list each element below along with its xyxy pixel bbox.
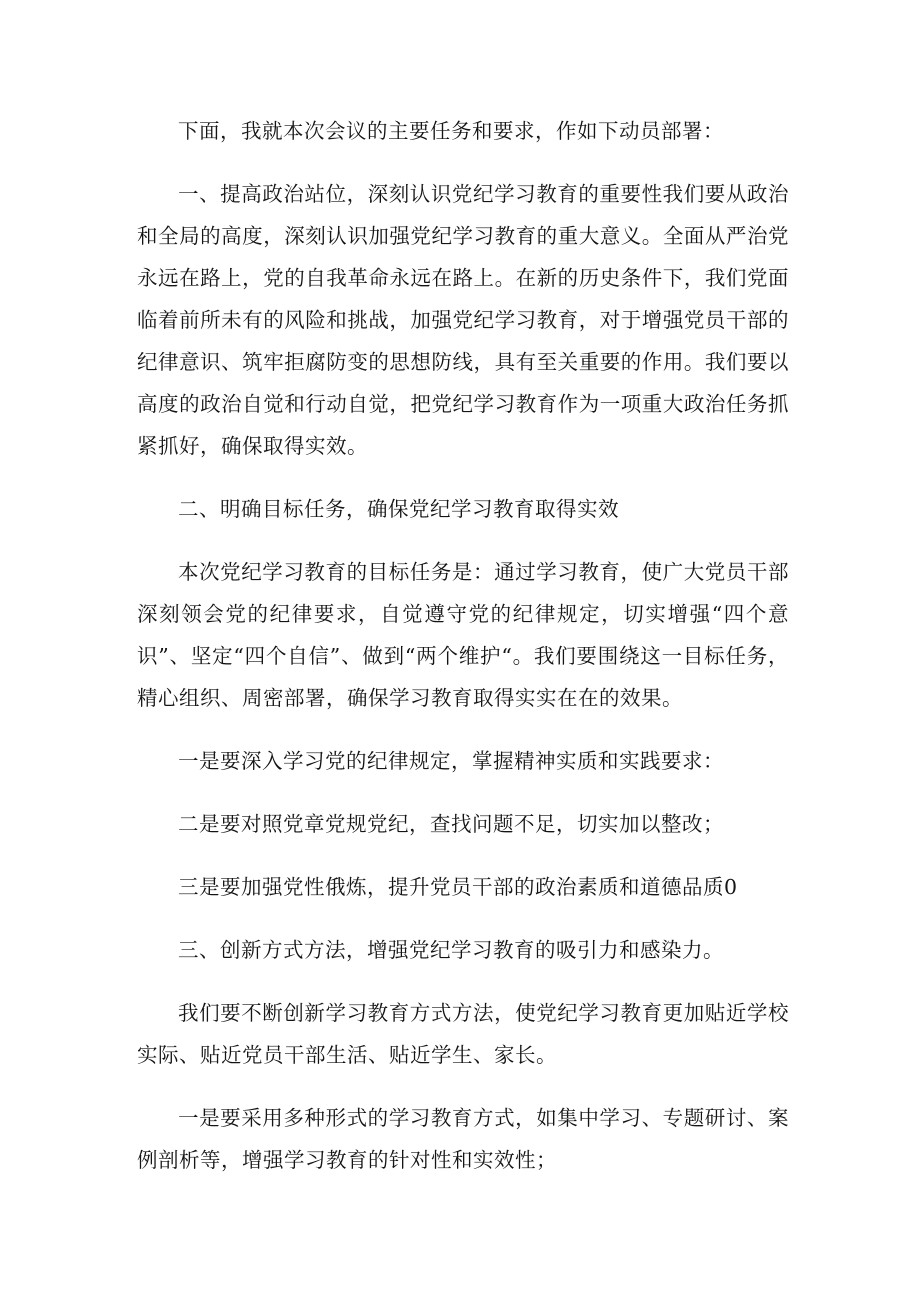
paragraph-goals: 本次党纪学习教育的目标任务是：通过学习教育，使广大党员干部深刻领会党的纪律要求，自觉遵守党的纪律规定，切实增强“四个意识”、坚定“四个自信”、做到“两个维护“。我们要围绕这一目标任务，精心组织、周密部署，确保学习教育取得实实在在的效果。 xyxy=(137,560,789,710)
paragraph-methods: 我们要不断创新学习教育方式方法，使党纪学习教育更加贴近学校实际、贴近党员干部生活、贴近学生、家长。 xyxy=(137,1001,789,1067)
paragraph-intro: 下面，我就本次会议的主要任务和要求，作如下动员部署： xyxy=(178,119,724,143)
list-item-1: 一是要深入学习党的纪律规定，掌握精神实质和实践要求： xyxy=(178,749,724,773)
document-body xyxy=(137,110,789,1202)
list-item-2: 二是要对照党章党规党纪，查找问题不足，切实加以整改； xyxy=(178,812,724,836)
list-item-4: 一是要采用多种形式的学习教育方式，如集中学习、专题研讨、案例剖析等，增强学习教育的针对性和实效性； xyxy=(137,1106,789,1172)
section-heading-2: 二、明确目标任务，确保党纪学习教育取得实效 xyxy=(178,497,619,521)
list-item-3: 三是要加强党性俄炼，提升党员干部的政治素质和道德品质0 xyxy=(178,875,738,899)
paragraph-section-1: 一、提高政治站位，深刻认识党纪学习教育的重要性我们要从政治和全局的高度，深刻认识加强党纪学习教育的重大意义。全面从严治党永远在路上，党的自我革命永远在路上。在新的历史条件下，我们党面临着前所未有的风险和挑战，加强党纪学习教育，对于增强党员干部的纪律意识、筑牢拒腐防变的思想防线，具有至关重要的作用。我们要以高度的政治自觉和行动自觉，把党纪学习教育作为一项重大政治任务抓紧抓好，确保取得实效。 xyxy=(137,182,789,458)
section-heading-3: 三、创新方式方法，增强党纪学习教育的吸引力和感染力。 xyxy=(178,938,724,962)
